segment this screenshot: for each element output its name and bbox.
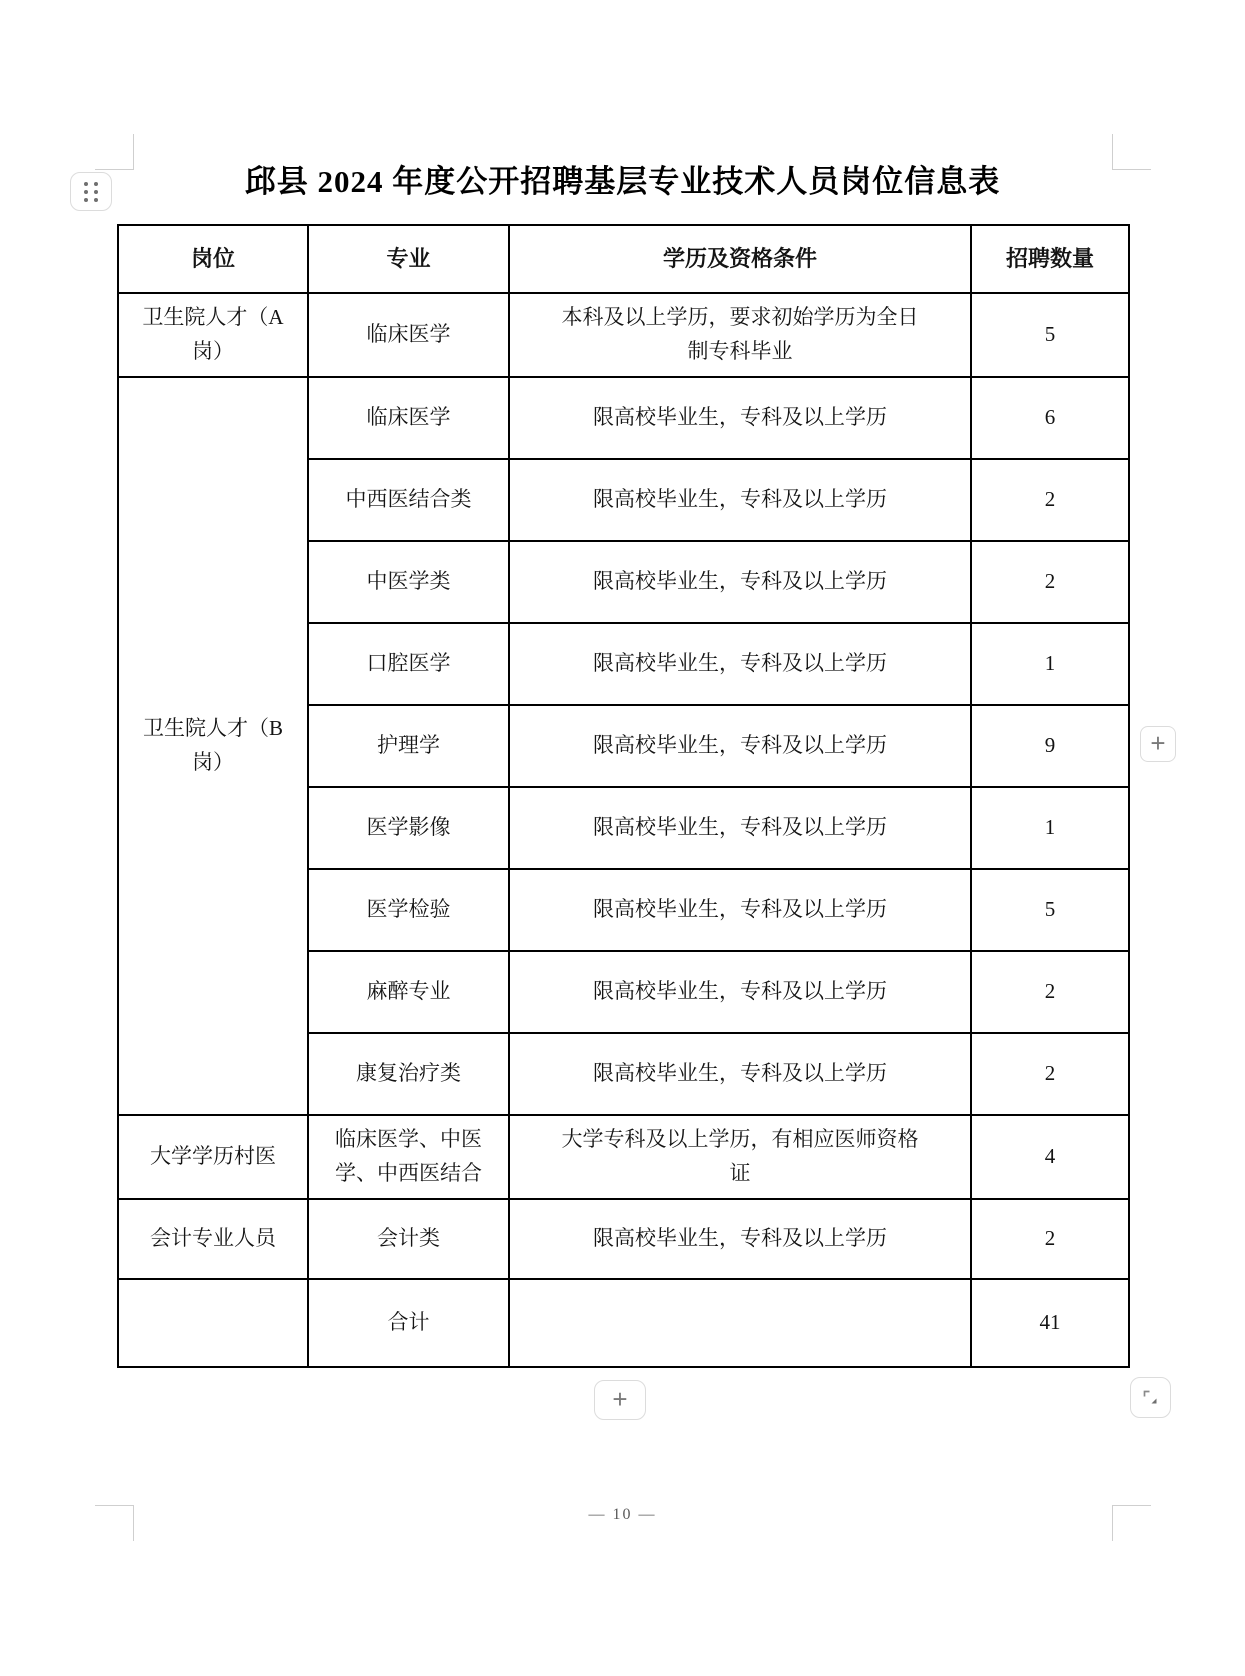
cell-position: 卫生院人才（B岗）: [118, 377, 308, 1115]
cell-major: 口腔医学: [308, 623, 509, 705]
drag-handle-button[interactable]: [70, 172, 112, 211]
cell-position: 大学学历村医: [118, 1115, 308, 1199]
cell-major: 医学检验: [308, 869, 509, 951]
expand-icon: [1141, 1388, 1160, 1407]
table-total-row: [118, 1279, 1129, 1367]
cell-count: 2: [971, 1199, 1129, 1279]
cell-requirement: [509, 1279, 971, 1367]
cell-major: 医学影像: [308, 787, 509, 869]
cell-position: 会计专业人员: [118, 1199, 308, 1279]
cell-major: 中医学类: [308, 541, 509, 623]
cell-count: 2: [971, 951, 1129, 1033]
table-row: [118, 377, 1129, 459]
cell-major: 临床医学: [308, 377, 509, 459]
cell-major: 合计: [308, 1279, 509, 1367]
cell-major: 护理学: [308, 705, 509, 787]
cell-count: 2: [971, 541, 1129, 623]
cell-requirement: 限高校毕业生，专科及以上学历: [509, 1033, 971, 1115]
cell-count: 2: [971, 1033, 1129, 1115]
table-row: [118, 293, 1129, 377]
plus-icon: +: [1150, 728, 1166, 758]
page-title: 邱县 2024 年度公开招聘基层专业技术人员岗位信息表: [244, 164, 1001, 199]
cell-requirement: 限高校毕业生，专科及以上学历: [509, 951, 971, 1033]
header-count: 招聘数量: [971, 225, 1129, 293]
cell-requirement: 限高校毕业生，专科及以上学历: [509, 541, 971, 623]
cell-count: 41: [971, 1279, 1129, 1367]
bottom-add-button[interactable]: [594, 1380, 646, 1420]
cell-requirement: 限高校毕业生，专科及以上学历: [509, 705, 971, 787]
cell-major: 康复治疗类: [308, 1033, 509, 1115]
cell-position: 卫生院人才（A岗）: [118, 293, 308, 377]
cell-requirement: 限高校毕业生，专科及以上学历: [509, 623, 971, 705]
cell-major: 中西医结合类: [308, 459, 509, 541]
side-add-button[interactable]: [1140, 726, 1176, 762]
header-requirement: 学历及资格条件: [509, 225, 971, 293]
plus-icon: +: [612, 1384, 628, 1414]
cell-position: [118, 1279, 308, 1367]
header-position: 岗位: [118, 225, 308, 293]
cell-major: 临床医学: [308, 293, 509, 377]
table-row: [118, 1199, 1129, 1279]
cell-count: 4: [971, 1115, 1129, 1199]
cell-count: 9: [971, 705, 1129, 787]
cell-requirement: 限高校毕业生，专科及以上学历: [509, 377, 971, 459]
drag-handle-icon: [84, 182, 98, 202]
cell-count: 5: [971, 293, 1129, 377]
table-header-row: [118, 225, 1129, 293]
cell-count: 2: [971, 459, 1129, 541]
cell-requirement: 大学专科及以上学历，有相应医师资格证: [509, 1115, 971, 1199]
cell-requirement: 本科及以上学历，要求初始学历为全日制专科毕业: [509, 293, 971, 377]
cell-requirement: 限高校毕业生，专科及以上学历: [509, 787, 971, 869]
header-major: 专业: [308, 225, 509, 293]
cell-count: 1: [971, 623, 1129, 705]
table-row: [118, 1115, 1129, 1199]
cell-count: 5: [971, 869, 1129, 951]
cell-count: 1: [971, 787, 1129, 869]
cell-major: 麻醉专业: [308, 951, 509, 1033]
page-number: — 10 —: [588, 1506, 657, 1523]
cell-major: 会计类: [308, 1199, 509, 1279]
cell-count: 6: [971, 377, 1129, 459]
expand-button[interactable]: [1130, 1377, 1171, 1418]
job-table: [117, 224, 1130, 1368]
cell-requirement: 限高校毕业生，专科及以上学历: [509, 459, 971, 541]
cell-requirement: 限高校毕业生，专科及以上学历: [509, 1199, 971, 1279]
cell-requirement: 限高校毕业生，专科及以上学历: [509, 869, 971, 951]
cell-major: 临床医学、中医学、中西医结合: [308, 1115, 509, 1199]
